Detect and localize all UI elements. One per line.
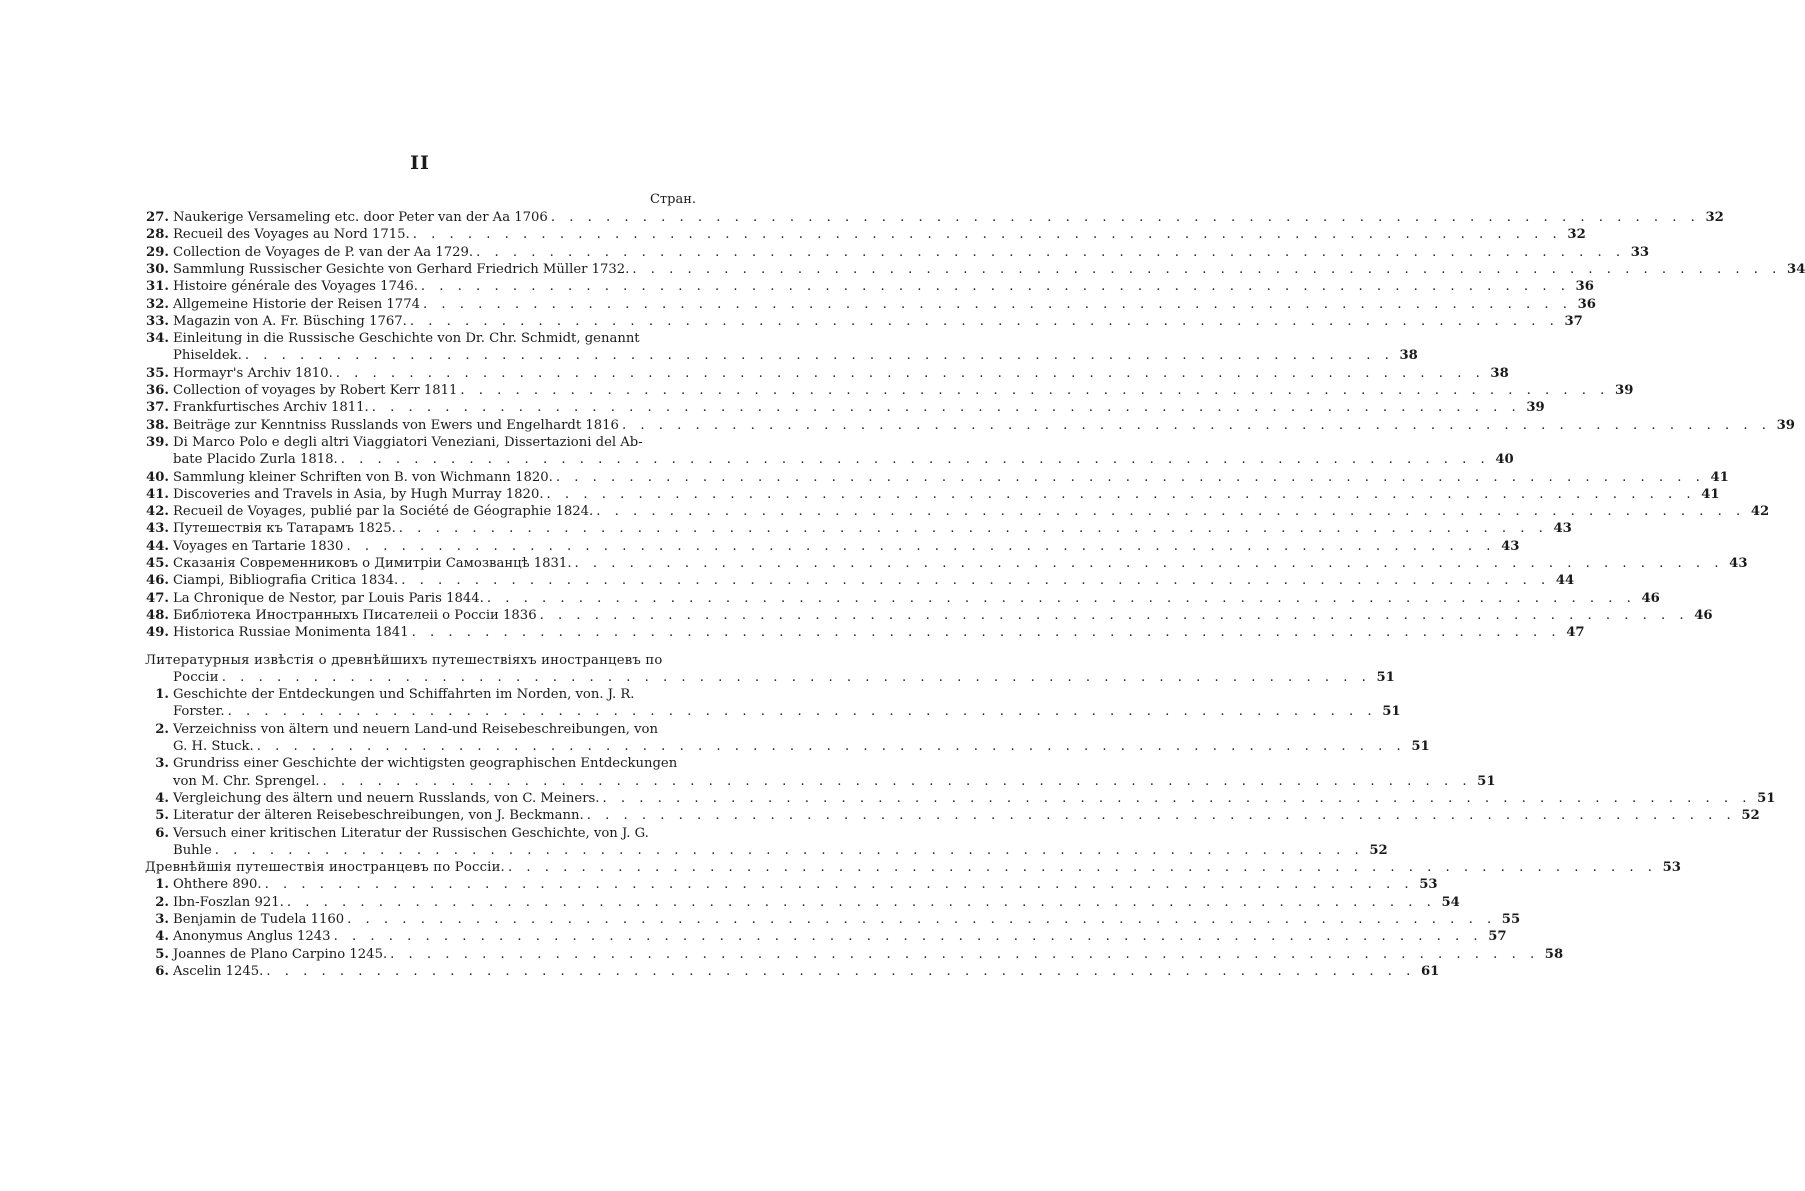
entry-number: 5. (155, 946, 169, 962)
entry-number: 48. (146, 607, 169, 623)
dot-leader (343, 538, 1495, 555)
entry-title: Histoire générale des Voyages 1746. (173, 279, 418, 295)
dot-leader (572, 555, 1724, 572)
dot-leader (584, 807, 1736, 824)
page-ref: 55 (1501, 912, 1521, 927)
page-ref: 51 (1376, 669, 1395, 685)
entry-number: 49. (146, 625, 169, 641)
entry-title: Ascelin 1245. (173, 963, 264, 979)
entry-number: 47. (146, 590, 169, 606)
toc-entry (145, 330, 1418, 365)
toc-line (145, 434, 695, 451)
toc-entry (145, 261, 1805, 278)
page-ref: 39 (1615, 383, 1634, 398)
entry-title: Naukerige Versameling etc. door Peter van der Aa 1706 (173, 210, 548, 225)
entry-title: Ciampi, Bibliografia Critica 1834. (173, 573, 399, 589)
toc-line (145, 946, 1564, 963)
entry-title: Collection of voyages by Robert Kerr 1811 (173, 383, 458, 398)
dot-leader (396, 520, 1548, 537)
entry-number: 44. (146, 538, 169, 554)
dot-leader (420, 296, 1572, 313)
entry-title: Versuch einer kritischen Literatur der Russischen Geschichte, von J. G. (173, 825, 649, 841)
toc-line (145, 486, 1720, 503)
toc-line (145, 911, 1521, 928)
entry-title: Россіи (173, 669, 219, 685)
entry-title: Sammlung kleiner Schriften von B. von Wichmann 1820. (173, 469, 553, 485)
toc-entry (145, 946, 1564, 963)
entry-number: 28. (146, 227, 169, 243)
page-ref: 33 (1630, 244, 1650, 260)
entry-title: Phiseldek. (173, 348, 242, 364)
toc-line (145, 226, 1586, 243)
page-ref: 61 (1421, 963, 1440, 979)
toc-entry (145, 721, 1430, 756)
page-ref: 43 (1729, 556, 1748, 571)
entry-title: Vergleichung des ältern und neuern Russlands, von C. Meiners. (173, 790, 600, 806)
dot-leader (284, 894, 1436, 911)
entry-number: 40. (146, 469, 169, 485)
entry-title: Joannes de Plano Carpino 1245. (173, 946, 388, 962)
entry-title: Путешествія къ Татарамъ 1825. (173, 521, 396, 537)
toc-line (145, 894, 1460, 911)
toc-line (145, 503, 1770, 520)
entry-title: G. H. Stuck. (173, 738, 254, 754)
toc-entry (145, 555, 1748, 572)
toc-entry (145, 894, 1460, 911)
toc-entry (145, 928, 1507, 945)
toc-entry (145, 607, 1713, 624)
page-ref: 43 (1553, 521, 1572, 537)
entry-title: Einleitung in die Russische Geschichte von Dr. Chr. Schmidt, genannt (173, 331, 640, 347)
toc-entry (145, 963, 1440, 980)
entry-number: 41. (146, 486, 169, 502)
dot-leader (537, 607, 1689, 624)
entry-number: 35. (146, 365, 169, 381)
entry-title: Anonymus Anglus 1243 (173, 929, 331, 945)
toc-entry (145, 538, 1520, 555)
toc-line (145, 244, 1650, 261)
entry-number: 42. (146, 504, 169, 520)
toc-line (145, 520, 1572, 537)
toc-line (145, 703, 1401, 720)
page-ref: 44 (1555, 573, 1575, 589)
dot-leader (548, 209, 1700, 226)
entry-number: 5. (155, 808, 169, 824)
entry-title: Literatur der älteren Reisebeschreibungen, von J. Beckmann. (173, 808, 584, 824)
dot-leader (254, 738, 1406, 755)
dot-leader (544, 486, 1696, 503)
toc-entry (145, 520, 1572, 537)
entry-title: Recueil des Voyages au Nord 1715. (173, 227, 410, 243)
page-ref: 51 (1382, 704, 1401, 720)
toc-entry (145, 790, 1776, 807)
entry-title: Buhle (173, 842, 212, 858)
entry-title: Frankfurtisches Archiv 1811. (173, 400, 369, 416)
dot-leader (409, 624, 1561, 641)
toc-line (145, 261, 1805, 278)
dot-leader (407, 313, 1559, 330)
toc-line (145, 296, 1596, 313)
dot-leader (593, 503, 1745, 520)
page-ref: 47 (1566, 625, 1585, 641)
toc-line (145, 330, 695, 347)
entry-number: 1. (155, 687, 169, 703)
toc-entry (145, 755, 1496, 790)
entry-number: 4. (155, 790, 169, 806)
entry-number: 1. (155, 877, 169, 893)
page-ref: 52 (1369, 842, 1388, 858)
toc-entry (145, 399, 1545, 416)
entry-title: Collection de Voyages de P. van der Aa 1729. (173, 244, 474, 260)
dot-leader (369, 399, 1521, 416)
dot-leader (619, 417, 1771, 434)
page-ref: 37 (1564, 313, 1583, 329)
dot-leader (418, 278, 1570, 295)
page-ref: 41 (1710, 469, 1729, 485)
entry-title: bate Placido Zurla 1818. (173, 452, 338, 468)
entry-number: 2. (155, 894, 169, 910)
toc-line (145, 624, 1585, 641)
entry-title: Recueil de Voyages, publié par la Société de Géographie 1824. (173, 504, 594, 520)
entry-number: 45. (146, 556, 169, 571)
toc-entry (145, 469, 1729, 486)
dot-leader (599, 790, 1751, 807)
toc-entry (145, 686, 1401, 721)
toc-entry (145, 825, 1388, 860)
toc-entry (145, 807, 1760, 824)
page-ref: 42 (1750, 504, 1770, 520)
toc-line (145, 607, 1713, 624)
dot-leader (484, 590, 1636, 607)
entry-title: Древнѣйшія путешествія иностранцевъ по Россіи. (145, 860, 505, 876)
toc-entry (145, 572, 1575, 589)
entry-number: 36. (146, 383, 169, 398)
entry-title: La Chronique de Nestor, par Louis Paris 1844. (173, 590, 484, 606)
entry-title: Magazin von A. Fr. Büsching 1767. (173, 313, 407, 329)
toc-entry (145, 244, 1650, 261)
entry-title: von M. Chr. Sprengel. (173, 773, 320, 789)
toc-entry (145, 417, 1795, 434)
toc-entry (145, 226, 1586, 243)
dot-leader (331, 928, 1483, 945)
toc-line (145, 928, 1507, 945)
toc-entry (145, 296, 1596, 313)
toc-entry (145, 209, 1724, 226)
entry-title: Библіотека Иностранныхъ Писателеіі о Россіи 1836 (173, 607, 537, 623)
toc-entry (145, 911, 1521, 928)
page-ref: 36 (1575, 279, 1594, 295)
entry-number: 4. (155, 929, 169, 945)
entry-title: Di Marco Polo e degli altri Viaggiatori Veneziani, Dissertazioni del Ab- (173, 434, 643, 450)
toc-line (145, 399, 1545, 416)
toc-line (145, 738, 1430, 755)
entry-number: 6. (155, 963, 169, 979)
entry-number: 2. (155, 721, 169, 737)
toc-line (145, 790, 1776, 807)
toc-line (145, 555, 1748, 572)
entry-number: 39. (146, 434, 169, 450)
entry-title: Geschichte der Entdeckungen und Schiffahrten im Norden, von. J. R. (173, 687, 635, 703)
section-heading (145, 859, 1681, 876)
dot-leader (225, 703, 1377, 720)
page-ref: 57 (1488, 929, 1507, 945)
dot-leader (553, 469, 1705, 486)
toc-line (145, 278, 1594, 295)
dot-leader (387, 946, 1539, 963)
dot-leader (242, 347, 1394, 364)
page-ref: 39 (1526, 400, 1545, 416)
entry-title: Allgemeine Historie der Reisen 1774 (173, 296, 420, 312)
page-ref: 40 (1495, 452, 1514, 468)
toc-entry (145, 486, 1720, 503)
entry-title: Discoveries and Travels in Asia, by Hugh Murray 1820. (173, 486, 544, 502)
entry-number: 32. (146, 296, 169, 312)
dot-leader (263, 963, 1415, 980)
toc-entry (145, 382, 1634, 399)
entry-title: Sammlung Russischer Gesichte von Gerhard Friedrich Müller 1732. (173, 261, 630, 277)
toc-line (145, 209, 1724, 226)
toc-line (145, 773, 1496, 790)
entry-title: Forster. (173, 704, 225, 720)
entry-title: Hormayr's Archiv 1810. (173, 365, 333, 381)
entry-number: 38. (146, 417, 169, 433)
dot-leader (219, 669, 1371, 686)
entry-title: Grundriss einer Geschichte der wichtigsten geographischen Entdeckungen (173, 756, 678, 772)
page-ref: 53 (1419, 877, 1438, 893)
dot-leader (457, 382, 1609, 399)
toc-line (145, 451, 1514, 468)
page-ref: 52 (1741, 808, 1760, 824)
entry-number: 29. (146, 244, 169, 260)
entry-title: Beiträge zur Kenntniss Russlands von Ewers und Engelhardt 1816 (173, 417, 619, 433)
toc-entry (145, 278, 1594, 295)
page-ref: 53 (1662, 860, 1681, 876)
toc-line (145, 347, 1418, 364)
entry-number: 27. (146, 210, 169, 225)
page-ref: 38 (1490, 365, 1509, 381)
toc-line (145, 842, 1388, 859)
toc-line (145, 876, 1438, 893)
toc-line (145, 686, 695, 703)
toc-line (145, 807, 1760, 824)
dot-leader (505, 859, 1657, 876)
entry-number: 6. (155, 825, 169, 841)
entry-title: Benjamin de Tudela 1160 (173, 912, 345, 927)
dot-leader (473, 244, 1625, 261)
toc-line (145, 825, 695, 842)
toc-line (145, 721, 695, 738)
dot-leader (262, 876, 1414, 893)
toc-entry (145, 590, 1660, 607)
toc-entry (145, 876, 1438, 893)
dot-leader (344, 911, 1496, 928)
page-ref: 34 (1787, 261, 1805, 277)
entry-title: Voyages en Tartarie 1830 (173, 538, 344, 554)
entry-title: Сказанія Современниковъ о Димитріи Самозванцѣ 1831. (173, 556, 572, 571)
toc-line (145, 417, 1795, 434)
entry-number: 3. (155, 756, 169, 772)
toc-entry (145, 503, 1770, 520)
dot-leader (398, 572, 1550, 589)
toc-line (145, 538, 1520, 555)
entry-number: 37. (146, 400, 169, 416)
page-ref: 32 (1705, 210, 1724, 225)
page-ref: 58 (1544, 946, 1564, 962)
entry-title: Historica Russiae Monimenta 1841 (173, 625, 409, 641)
dot-leader (410, 226, 1562, 243)
toc-entry (145, 434, 1514, 469)
entry-title: Ohthere 890. (173, 877, 262, 893)
page-ref: 41 (1701, 486, 1720, 502)
toc-line (145, 469, 1729, 486)
page-ref: 51 (1477, 773, 1496, 789)
dot-leader (212, 842, 1364, 859)
section-heading (145, 652, 1395, 687)
page-ref: 36 (1577, 296, 1596, 312)
entry-number: 33. (146, 313, 169, 329)
page-ref: 54 (1441, 894, 1460, 910)
toc-entry (145, 624, 1585, 641)
toc-entry (145, 365, 1509, 382)
dot-leader (629, 261, 1781, 278)
entry-title: Ibn-Foszlan 921. (173, 894, 284, 910)
toc-line (145, 365, 1509, 382)
toc-line (145, 313, 1583, 330)
page-ref: 39 (1776, 417, 1795, 433)
toc-line (145, 590, 1660, 607)
page-ref: 51 (1411, 738, 1430, 754)
page-ref: 38 (1399, 348, 1418, 364)
dot-leader (320, 773, 1472, 790)
page-column-header: Стран. (649, 192, 696, 207)
toc-line (145, 382, 1634, 399)
dot-leader (333, 365, 1485, 382)
entry-number: 30. (146, 261, 169, 277)
toc-line (145, 755, 695, 772)
toc-line (145, 669, 1395, 686)
page-ref: 43 (1501, 538, 1520, 554)
page-ref: 32 (1567, 227, 1586, 243)
toc-line (145, 572, 1575, 589)
toc-entry (145, 313, 1583, 330)
entry-number: 43. (146, 521, 169, 537)
toc-line (145, 859, 1681, 876)
entry-number: 46. (146, 573, 169, 589)
entry-number: 34. (146, 331, 169, 347)
entry-number: 31. (146, 279, 169, 295)
entry-number: 3. (155, 912, 169, 927)
dot-leader (338, 451, 1490, 468)
entry-title: Verzeichniss von ältern und neuern Land-und Reisebeschreibungen, von (173, 721, 658, 737)
page-number: II (410, 152, 430, 174)
toc-line (145, 652, 695, 669)
entry-title: Литературныя извѣстія о древнѣйшихъ путешествіяхъ иностранцевъ по (145, 652, 663, 668)
page-ref: 46 (1641, 590, 1660, 606)
page-ref: 51 (1757, 790, 1776, 806)
toc-line (145, 963, 1440, 980)
page-ref: 46 (1694, 607, 1713, 623)
